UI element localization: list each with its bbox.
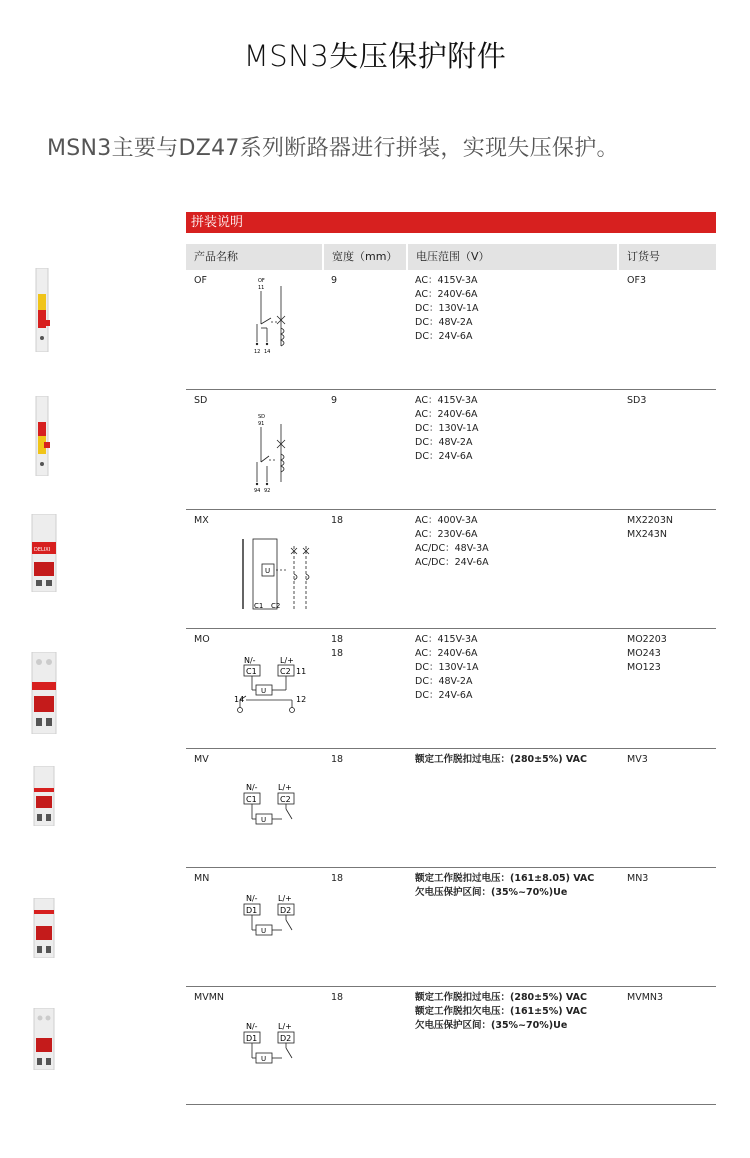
schematic-label: D2 (280, 906, 292, 915)
cell-width: 9 (331, 275, 338, 286)
schematic-label: 11 (296, 667, 307, 676)
schematic-label: U (261, 1055, 267, 1063)
schematic-label: C1 (246, 795, 257, 804)
cell-product-name: MV (194, 754, 209, 765)
schematic-label: C2 (271, 602, 281, 610)
schematic-label: L/+ (278, 783, 292, 792)
schematic-label: N/- (246, 1022, 258, 1031)
schematic-label: 91 (258, 421, 265, 427)
schematic-label: N/- (244, 656, 256, 665)
header-product-name: 产品名称 (186, 244, 322, 270)
schematic-label: C2 (280, 795, 291, 804)
mn-schematic-diagram (240, 892, 304, 940)
cell-order-code: MX2203N MX243N (627, 515, 673, 540)
schematic-label: D1 (246, 906, 258, 915)
schematic-label: 11 (258, 285, 265, 291)
mx-schematic-diagram (238, 536, 318, 612)
page-subtitle: MSN3主要与DZ47系列断路器进行拼装，实现失压保护。 (47, 136, 619, 161)
cell-order-code: MN3 (627, 873, 649, 884)
of-schematic-diagram (245, 276, 300, 360)
mx-product-image (30, 514, 58, 592)
header-order-code: 订货号 (619, 244, 716, 270)
cell-product-name: MN (194, 873, 210, 884)
schematic-label: 14 (234, 695, 245, 704)
schematic-label: 94 (254, 488, 261, 494)
schematic-label: SD (258, 414, 266, 420)
mo-schematic-diagram (230, 654, 315, 716)
mvmn-schematic-diagram (240, 1020, 304, 1068)
schematic-label: U (261, 687, 267, 695)
cell-width: 18 18 (331, 634, 344, 659)
header-width: 宽度（mm） (324, 244, 406, 270)
schematic-label: D2 (280, 1034, 292, 1043)
cell-width: 18 (331, 873, 344, 884)
cell-voltage: AC：415V-3A AC：240V-6A DC：130V-1A DC：48V-2A DC：24V-6A (415, 395, 479, 462)
mv-product-image (32, 766, 56, 826)
cell-product-name: MX (194, 515, 209, 526)
cell-voltage: 额定工作脱扣过电压：(280±5%) VAC 额定工作脱扣欠电压：(161±5%) VAC 欠电压保护区间：(35%~70%)Ue (415, 992, 587, 1031)
cell-voltage: 额定工作脱扣过电压：(161±8.05) VAC 欠电压保护区间：(35%~70%)Ue (415, 873, 595, 898)
schematic-label: L/+ (280, 656, 294, 665)
cell-order-code: OF3 (627, 275, 646, 286)
schematic-label: C1 (246, 667, 257, 676)
cell-voltage: AC：415V-3A AC：240V-6A DC：130V-1A DC：48V-2A DC：24V-6A (415, 275, 479, 342)
mn-product-image (32, 898, 56, 958)
schematic-label: L/+ (278, 894, 292, 903)
schematic-label: D1 (246, 1034, 258, 1043)
cell-product-name: SD (194, 395, 208, 406)
cell-width: 9 (331, 395, 338, 406)
cell-order-code: SD3 (627, 395, 647, 406)
cell-voltage: 额定工作脱扣过电压：(280±5%) VAC (415, 754, 587, 765)
schematic-label: C2 (280, 667, 291, 676)
sd-schematic-diagram (245, 410, 300, 494)
cell-order-code: MVMN3 (627, 992, 664, 1003)
schematic-label: U (261, 816, 267, 824)
page-title: MSN3失压保护附件 (243, 39, 507, 73)
cell-product-name: OF (194, 275, 207, 286)
cell-product-name: MVMN (194, 992, 224, 1003)
cell-width: 18 (331, 515, 344, 526)
of-product-image (34, 268, 50, 352)
schematic-label: L/+ (278, 1022, 292, 1031)
schematic-label: U (265, 567, 271, 575)
mo-product-image (30, 652, 58, 734)
schematic-label: C1 (254, 602, 264, 610)
schematic-label: OF (258, 278, 265, 284)
section-header (186, 212, 716, 233)
schematic-label: U (261, 927, 267, 935)
cell-voltage: AC：400V-3A AC：230V-6A AC/DC：48V-3A AC/DC：24V-6A (415, 515, 489, 568)
mv-schematic-diagram (240, 781, 304, 829)
schematic-label: 14 (264, 349, 271, 355)
sd-product-image (34, 396, 50, 476)
cell-product-name: MO (194, 634, 210, 645)
cell-order-code: MV3 (627, 754, 648, 765)
header-voltage: 电压范围（V） (408, 244, 617, 270)
cell-width: 18 (331, 992, 344, 1003)
cell-width: 18 (331, 754, 344, 765)
section-label: 拼装说明 (191, 215, 244, 230)
table-header (186, 244, 716, 270)
schematic-label: 12 (254, 349, 261, 355)
schematic-label: 12 (296, 695, 307, 704)
cell-order-code: MO2203 MO243 MO123 (627, 634, 667, 673)
row-divider (186, 1104, 716, 1105)
schematic-label: 92 (264, 488, 271, 494)
schematic-label: N/- (246, 894, 258, 903)
product-logo-text: DELIXI (34, 547, 51, 553)
mvmn-product-image (32, 1008, 56, 1070)
schematic-label: N/- (246, 783, 258, 792)
cell-voltage: AC：415V-3A AC：240V-6A DC：130V-1A DC：48V-2A DC：24V-6A (415, 634, 479, 701)
